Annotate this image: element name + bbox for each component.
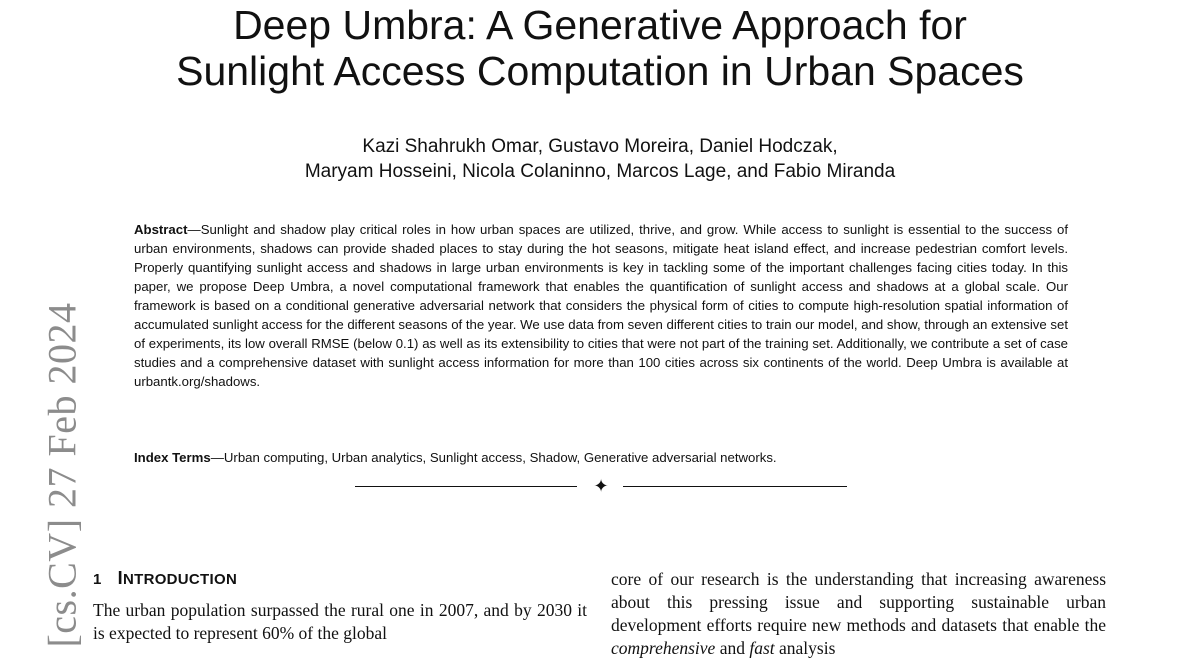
right-emphasis-1: comprehensive: [611, 638, 716, 658]
left-column-paragraph: The urban population surpassed the rural one in 2007, and by 2030 it is expected to represent 60% of the global: [93, 600, 587, 643]
right-text-2: and: [715, 638, 750, 658]
abstract-label: Abstract: [134, 222, 188, 237]
section-number: 1: [93, 571, 102, 588]
right-emphasis-2: fast: [749, 638, 775, 658]
separator-line-right: [623, 486, 847, 487]
index-terms: [134, 448, 1068, 467]
body-column-left: [93, 599, 587, 645]
right-text-1: core of our research is the understanding that increasing awareness about this pressing issue and supporting sustainable urban development efforts require new methods and datasets that enable the: [611, 569, 1106, 635]
section-title-initial: I: [117, 568, 123, 588]
author-list: [0, 134, 1200, 184]
authors-line-1: Kazi Shahrukh Omar, Gustavo Moreira, Daniel Hodczak,: [362, 136, 838, 157]
section-title-rest: NTRODUCTION: [122, 571, 238, 588]
separator-line-left: [355, 486, 577, 487]
section-heading-introduction: [93, 568, 237, 589]
abstract-text: —Sunlight and shadow play critical roles in how urban spaces are utilized, thrive, and grow. While access to sunlight is essential to the success of urban environments, shadows can provide shaded places to stay during the hot seasons, mitigate heat island effect, and increase pedestrian comfort levels. Properly quantifying sunlight access and shadows in large urban environments is key in tackling some of the important challenges facing cities today. In this paper, we propose Deep Umbra, a novel computational framework that enables the quantification of sunlight access and shadows at a global scale. Our framework is based on a conditional generative adversarial network that considers the physical form of cities to compute high-resolution spatial information of accumulated sunlight access for the different seasons of the year. We use data from seven different cities to train our model, and show, through an extensive set of experiments, its low overall RMSE (below 0.1) as well as its extensibility to cities that were not part of the training set. Additionally, we contribute a set of case studies and a comprehensive dataset with sunlight access information for more than 100 cities across six continents of the world. Deep Umbra is available at urbantk.org/shadows.: [134, 222, 1068, 389]
paper-title: [0, 2, 1200, 94]
title-line-2: Sunlight Access Computation in Urban Spaces: [176, 48, 1024, 94]
right-text-3: analysis: [774, 638, 836, 658]
title-line-1: Deep Umbra: A Generative Approach for: [233, 2, 967, 48]
index-terms-text: —Urban computing, Urban analytics, Sunlight access, Shadow, Generative adversarial networks.: [210, 450, 777, 465]
section-separator: [355, 476, 847, 496]
index-terms-label: Index Terms: [134, 450, 211, 465]
right-column-paragraph: [611, 568, 1106, 660]
authors-line-2: Maryam Hosseini, Nicola Colaninno, Marcos Lage, and Fabio Miranda: [304, 161, 896, 182]
separator-star-icon: ✦: [593, 476, 609, 496]
abstract: [134, 220, 1068, 391]
body-column-right: [611, 568, 1106, 660]
arxiv-stamp: [cs.CV] 27 Feb 2024: [39, 302, 85, 648]
